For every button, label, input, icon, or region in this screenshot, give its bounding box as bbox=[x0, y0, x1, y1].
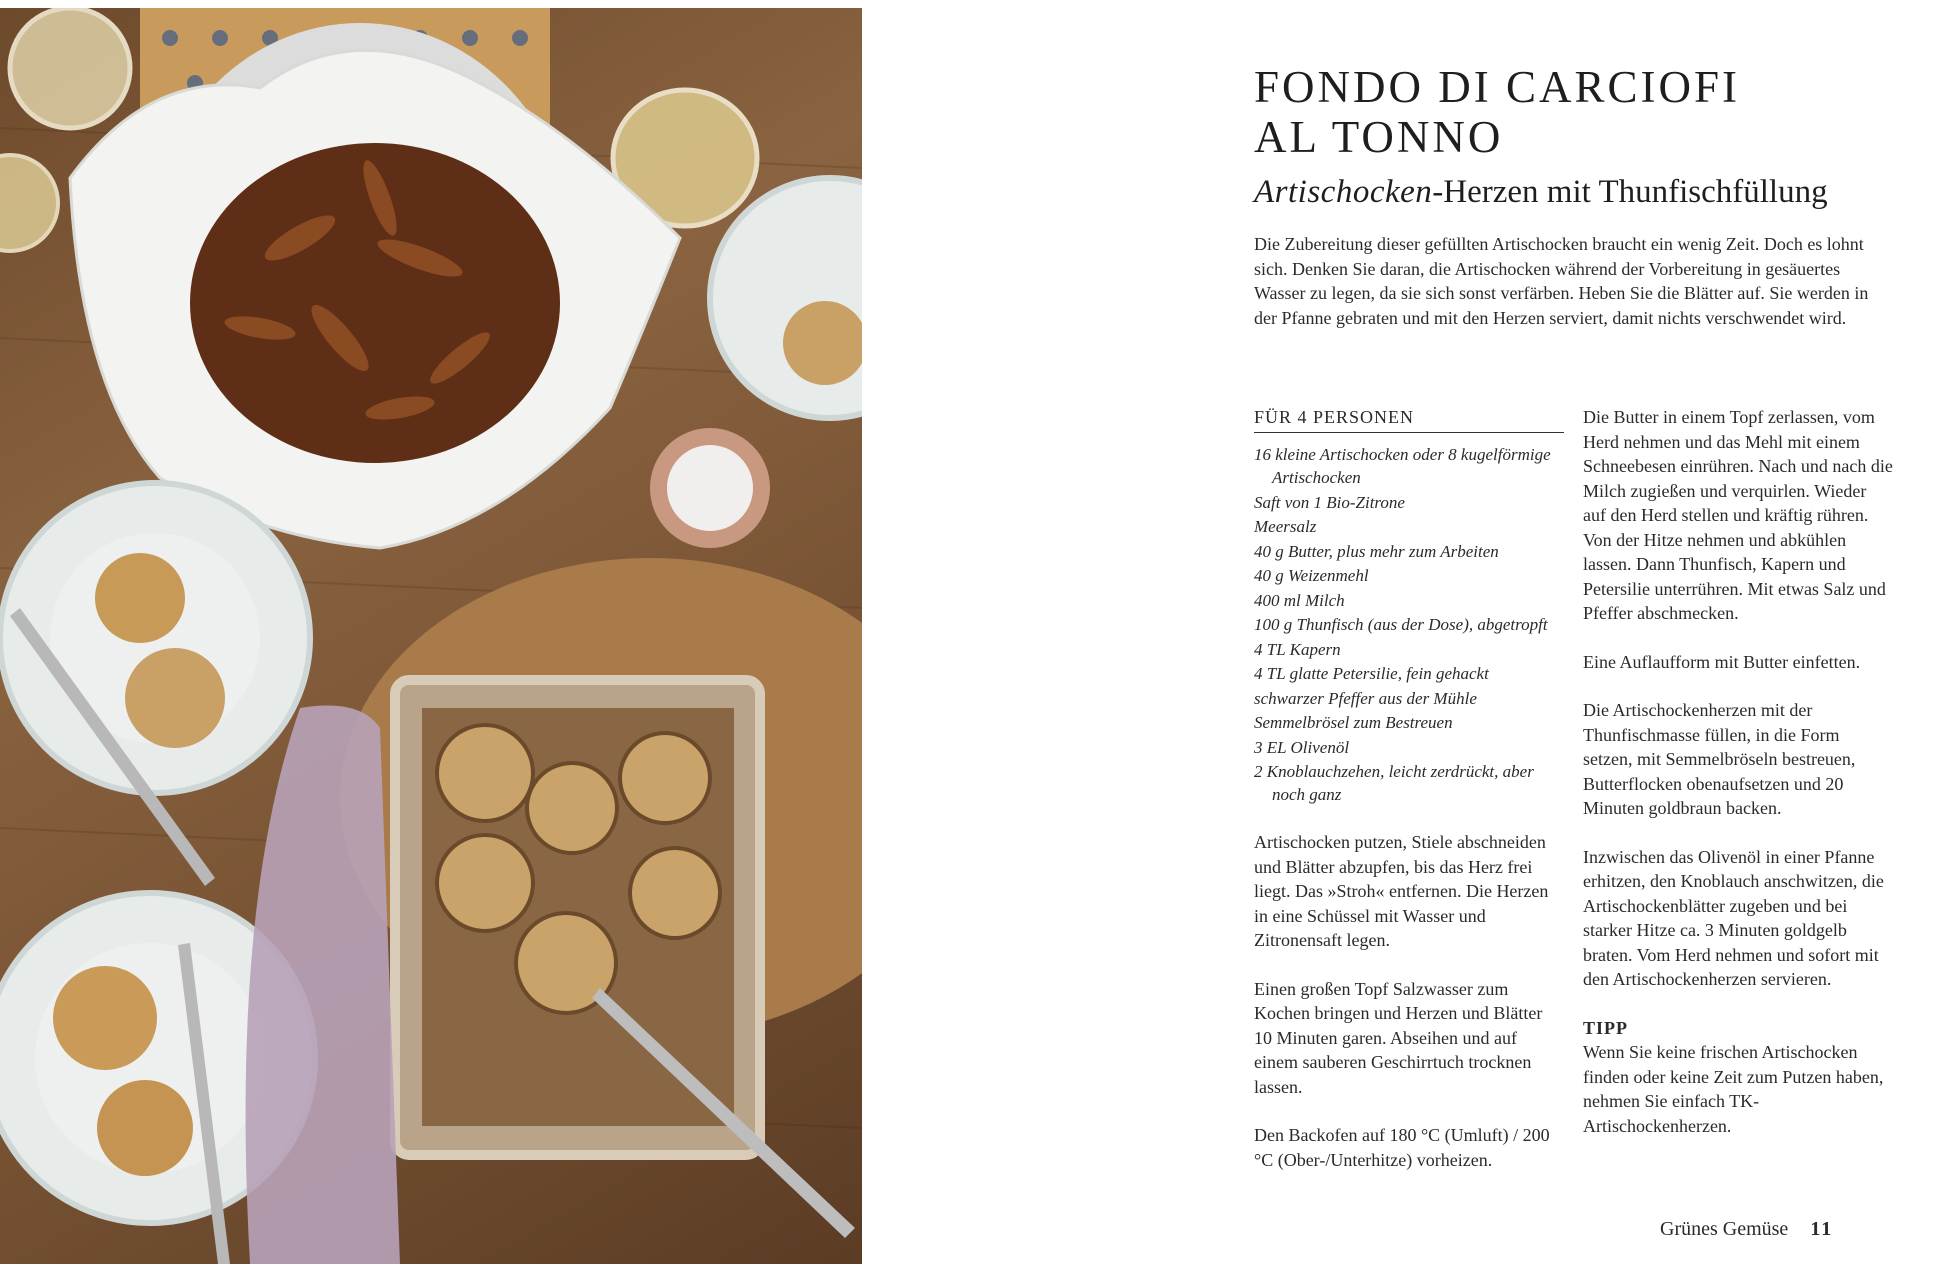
recipe-title bbox=[1254, 62, 1894, 162]
ingredient-item: 4 TL glatte Petersilie, fein gehackt bbox=[1254, 664, 1489, 683]
page-footer bbox=[1660, 1218, 1833, 1241]
ingredient-item: Semmelbrösel zum Bestreuen bbox=[1254, 713, 1453, 732]
ingredient-list bbox=[1254, 443, 1564, 806]
ingredient-item: schwarzer Pfeffer aus der Mühle bbox=[1254, 688, 1477, 708]
ingredient-item: 40 g Weizenmehl bbox=[1254, 566, 1369, 585]
ingredient-item: 16 kleine Artischocken oder 8 kugelförmige Artischocken bbox=[1254, 445, 1551, 487]
tip-box bbox=[1583, 1016, 1893, 1139]
recipe-step: Eine Auflaufform mit Butter einfetten. bbox=[1583, 651, 1861, 672]
ingredient-item: 100 g Thunfisch (aus der Dose), abgetropft bbox=[1254, 615, 1548, 634]
recipe-title-line1: FONDO DI CARCIOFI bbox=[1254, 62, 1741, 112]
ingredient-item: 4 TL Kapern bbox=[1254, 639, 1341, 659]
ingredient-item: 2 Knoblauchzehen, leicht zerdrückt, aber noch ganz bbox=[1254, 762, 1534, 804]
recipe-step: Inzwischen das Olivenöl in einer Pfanne erhitzen, den Knoblauch anschwitzen, die Artischockenblätter zugeben und bei starker Hitze ca. 3 Minuten goldgelb braten. Vom Herd nehmen und sofort mit den Artischockenherzen servieren. bbox=[1583, 846, 1884, 989]
recipe-step: Die Butter in einem Topf zerlassen, vom Herd nehmen und das Mehl mit einem Schneebesen einrühren. Nach und nach die Milch zugießen und verquirlen. Wieder auf den Herd stellen und kräftig rühren. Von der Hitze nehmen und abkühlen lassen. Dann Thunfisch, Kapern und Petersilie unterrühren. Mit etwas Salz und Pfeffer abschmecken. bbox=[1583, 407, 1893, 623]
ingredient-item: 3 EL Olivenöl bbox=[1254, 737, 1350, 757]
recipe-intro: Die Zubereitung dieser gefüllten Artischocken braucht ein wenig Zeit. Doch es lohnt sich. Denken Sie daran, die Artischocken während der Vorbereitung in gesäuertes Wasser zu legen, da sie sich sonst verfärben. Heben Sie die Blätter auf. Sie werden in der Pfanne gebraten und mit den Herzen serviert, damit nichts verschwendet wird. bbox=[1254, 234, 1869, 328]
ingredient-item: 40 g Butter, plus mehr zum Arbeiten bbox=[1254, 541, 1499, 561]
recipe-title-line2: AL TONNO bbox=[1254, 112, 1504, 162]
recipe-step: Die Artischockenherzen mit der Thunfischmasse füllen, in die Form setzen, mit Semmelbröseln bestreuen, Butterflocken obenaufsetzen und 20 Minuten goldbraun backen. bbox=[1583, 700, 1856, 818]
recipe-subtitle-rest: -Herzen mit Thunfischfüllung bbox=[1432, 174, 1828, 210]
servings-heading: FÜR 4 PERSONEN bbox=[1254, 405, 1564, 433]
recipe-column-left bbox=[1254, 405, 1564, 1196]
recipe-step: Artischocken putzen, Stiele abschneiden und Blätter abzupfen, bis das Herz frei liegt. Das »Stroh« entfernen. Die Herzen in eine Schüssel mit Wasser und Zitronensaft legen. bbox=[1254, 832, 1549, 950]
ingredient-item: Meersalz bbox=[1254, 517, 1317, 536]
page-number: 11 bbox=[1810, 1218, 1834, 1240]
footer-section-name: Grünes Gemüse bbox=[1660, 1218, 1789, 1240]
recipe-step: Den Backofen auf 180 °C (Umluft) / 200 °C (Ober-/Unterhitze) vorheizen. bbox=[1254, 1125, 1550, 1170]
recipe-subtitle-italic: Artischocken bbox=[1254, 174, 1433, 210]
recipe-subtitle bbox=[1254, 172, 1894, 212]
recipe-step: Einen großen Topf Salzwasser zum Kochen bringen und Herzen und Blätter 10 Minuten garen. Abseihen und auf einem sauberen Geschirrtuch trocknen lassen. bbox=[1254, 978, 1543, 1097]
food-photo-illustration bbox=[0, 8, 862, 1264]
tip-text: Wenn Sie keine frischen Artischocken finden oder keine Zeit zum Putzen haben, nehmen Sie einfach TK-Artischockenherzen. bbox=[1583, 1042, 1884, 1136]
tip-heading: TIPP bbox=[1583, 1017, 1629, 1038]
recipe-column-right bbox=[1583, 405, 1893, 1162]
ingredient-item: 400 ml Milch bbox=[1254, 590, 1345, 610]
ingredient-item: Saft von 1 Bio-Zitrone bbox=[1254, 492, 1405, 512]
food-photo bbox=[0, 8, 862, 1264]
recipe-header bbox=[1254, 62, 1894, 212]
